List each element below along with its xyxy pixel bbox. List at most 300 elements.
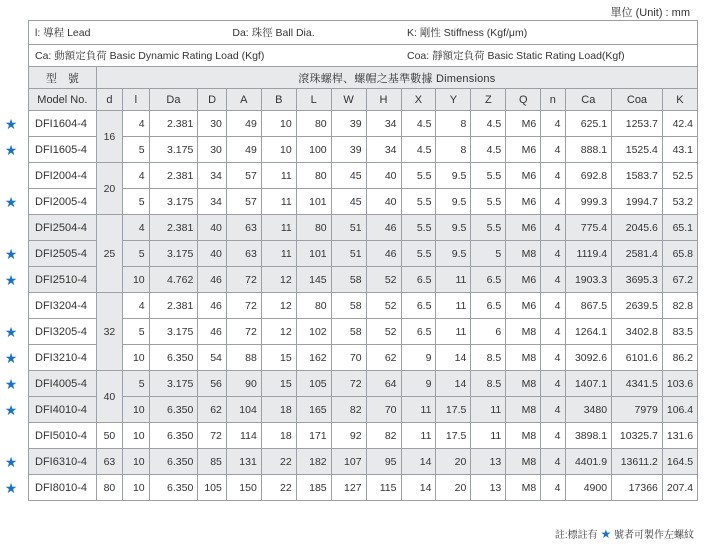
cell-h: 40 [366, 163, 401, 189]
star-icon: ★ [4, 323, 18, 340]
cell-w: 45 [331, 189, 366, 215]
cell-n: 4 [541, 345, 565, 371]
cell-n: 4 [541, 241, 565, 267]
cell-l: 105 [296, 371, 331, 397]
cell-b: 18 [261, 423, 296, 449]
model-number: DFI3204-4 [29, 293, 97, 319]
table-row [29, 163, 698, 189]
cell-k: 207.4 [662, 475, 697, 501]
cell-l: 4 [123, 111, 149, 137]
cell-z: 11 [471, 397, 506, 423]
star-icon: ★ [4, 245, 18, 262]
cell-coa: 4341.5 [612, 371, 663, 397]
cell-coa: 3402.8 [612, 319, 663, 345]
header-col-d: D [198, 89, 227, 111]
table-row [29, 189, 698, 215]
cell-ca: 4900 [565, 475, 612, 501]
table-row [29, 449, 698, 475]
cell-x: 5.5 [401, 163, 436, 189]
cell-w: 51 [331, 215, 366, 241]
cell-da: 3.175 [149, 189, 198, 215]
cell-b: 11 [261, 189, 296, 215]
model-number: DFI5010-4 [29, 423, 97, 449]
cell-da: 6.350 [149, 397, 198, 423]
cell-d: 46 [198, 319, 227, 345]
cell-da: 2.381 [149, 215, 198, 241]
cell-w: 39 [331, 111, 366, 137]
cell-q: M8 [506, 345, 541, 371]
cell-w: 51 [331, 241, 366, 267]
cell-b: 18 [261, 397, 296, 423]
footnote [555, 526, 694, 541]
cell-l: 4 [123, 215, 149, 241]
model-number: DFI3210-4 [29, 345, 97, 371]
cell-a: 57 [226, 189, 261, 215]
cell-n: 4 [541, 111, 565, 137]
cell-q: M8 [506, 423, 541, 449]
cell-y: 9.5 [436, 215, 471, 241]
cell-x: 6.5 [401, 267, 436, 293]
model-number: DFI6310-4 [29, 449, 97, 475]
cell-b: 12 [261, 319, 296, 345]
cell-a: 57 [226, 163, 261, 189]
cell-coa: 2639.5 [612, 293, 663, 319]
cell-h: 46 [366, 241, 401, 267]
header-col-k: K [662, 89, 697, 111]
cell-n: 4 [541, 163, 565, 189]
model-number: DFI1604-4 [29, 111, 97, 137]
cell-k: 42.4 [662, 111, 697, 137]
cell-h: 70 [366, 397, 401, 423]
cell-w: 58 [331, 267, 366, 293]
cell-y: 14 [436, 371, 471, 397]
cell-q: M8 [506, 319, 541, 345]
cell-z: 8.5 [471, 345, 506, 371]
cell-da: 3.175 [149, 371, 198, 397]
cell-b: 11 [261, 215, 296, 241]
cell-a: 150 [226, 475, 261, 501]
cell-coa: 17366 [612, 475, 663, 501]
cell-w: 107 [331, 449, 366, 475]
d-value: 32 [96, 293, 122, 371]
cell-n: 4 [541, 449, 565, 475]
cell-x: 9 [401, 345, 436, 371]
cell-h: 115 [366, 475, 401, 501]
cell-y: 9.5 [436, 189, 471, 215]
cell-l: 145 [296, 267, 331, 293]
cell-ca: 999.3 [565, 189, 612, 215]
star-icon: ★ [4, 193, 18, 210]
cell-l: 10 [123, 267, 149, 293]
cell-l: 5 [123, 137, 149, 163]
table-row [29, 319, 698, 345]
cell-l: 102 [296, 319, 331, 345]
cell-y: 9.5 [436, 241, 471, 267]
cell-l: 165 [296, 397, 331, 423]
legend-dynamic-load: Ca: 動額定負荷 Basic Dynamic Rating Load (Kgf) [29, 45, 402, 67]
cell-l: 5 [123, 371, 149, 397]
cell-coa: 1994.7 [612, 189, 663, 215]
cell-a: 88 [226, 345, 261, 371]
cell-coa: 2045.6 [612, 215, 663, 241]
cell-l: 10 [123, 475, 149, 501]
cell-q: M6 [506, 215, 541, 241]
star-icon: ★ [4, 271, 18, 288]
star-icon: ★ [4, 453, 18, 470]
cell-x: 5.5 [401, 241, 436, 267]
cell-w: 45 [331, 163, 366, 189]
model-number: DFI8010-4 [29, 475, 97, 501]
cell-x: 11 [401, 397, 436, 423]
legend-ball-dia: Da: 珠徑 Ball Dia. [226, 21, 401, 45]
cell-coa: 7979 [612, 397, 663, 423]
cell-a: 131 [226, 449, 261, 475]
cell-n: 4 [541, 397, 565, 423]
cell-n: 4 [541, 267, 565, 293]
header-col-l: l [123, 89, 149, 111]
cell-n: 4 [541, 189, 565, 215]
cell-l: 5 [123, 189, 149, 215]
cell-z: 13 [471, 449, 506, 475]
cell-z: 5 [471, 241, 506, 267]
cell-d: 54 [198, 345, 227, 371]
cell-w: 58 [331, 319, 366, 345]
cell-k: 53.2 [662, 189, 697, 215]
cell-da: 2.381 [149, 163, 198, 189]
cell-coa: 1583.7 [612, 163, 663, 189]
cell-y: 11 [436, 293, 471, 319]
cell-ca: 3480 [565, 397, 612, 423]
cell-z: 5.5 [471, 189, 506, 215]
cell-h: 46 [366, 215, 401, 241]
table-row [29, 215, 698, 241]
cell-y: 11 [436, 319, 471, 345]
cell-d: 105 [198, 475, 227, 501]
header-col-a: A [226, 89, 261, 111]
cell-d: 46 [198, 267, 227, 293]
d-value: 25 [96, 215, 122, 293]
header-col-q: Q [506, 89, 541, 111]
cell-k: 83.5 [662, 319, 697, 345]
cell-b: 12 [261, 267, 296, 293]
cell-l: 80 [296, 163, 331, 189]
cell-ca: 4401.9 [565, 449, 612, 475]
cell-y: 20 [436, 449, 471, 475]
cell-coa: 13611.2 [612, 449, 663, 475]
cell-z: 4.5 [471, 137, 506, 163]
cell-l: 101 [296, 189, 331, 215]
header-model-cn: 型 號 [29, 67, 97, 89]
cell-d: 56 [198, 371, 227, 397]
table-row [29, 267, 698, 293]
table-row [29, 137, 698, 163]
cell-l: 185 [296, 475, 331, 501]
cell-w: 58 [331, 293, 366, 319]
cell-k: 67.2 [662, 267, 697, 293]
table-row [29, 111, 698, 137]
header-dimensions: 滾珠螺桿、螺帽之基準數據 Dimensions [96, 67, 697, 89]
cell-k: 65.8 [662, 241, 697, 267]
table-row [29, 241, 698, 267]
cell-d: 34 [198, 163, 227, 189]
cell-k: 131.6 [662, 423, 697, 449]
cell-x: 6.5 [401, 293, 436, 319]
cell-q: M6 [506, 137, 541, 163]
cell-coa: 2581.4 [612, 241, 663, 267]
header-col-ca: Ca [565, 89, 612, 111]
cell-l: 101 [296, 241, 331, 267]
cell-q: M6 [506, 189, 541, 215]
star-icon: ★ [4, 349, 18, 366]
cell-n: 4 [541, 137, 565, 163]
cell-w: 127 [331, 475, 366, 501]
footnote-suffix: 號者可製作左螺紋 [614, 530, 694, 541]
cell-x: 6.5 [401, 319, 436, 345]
cell-d: 34 [198, 189, 227, 215]
cell-k: 82.8 [662, 293, 697, 319]
cell-w: 39 [331, 137, 366, 163]
cell-da: 6.350 [149, 423, 198, 449]
cell-coa: 10325.7 [612, 423, 663, 449]
cell-l: 80 [296, 293, 331, 319]
cell-y: 17.5 [436, 423, 471, 449]
cell-q: M6 [506, 111, 541, 137]
cell-x: 5.5 [401, 215, 436, 241]
cell-q: M8 [506, 371, 541, 397]
cell-x: 5.5 [401, 189, 436, 215]
star-icon: ★ [4, 401, 18, 418]
cell-l: 10 [123, 449, 149, 475]
cell-a: 90 [226, 371, 261, 397]
cell-ca: 888.1 [565, 137, 612, 163]
d-value: 63 [96, 449, 122, 475]
model-number: DFI3205-4 [29, 319, 97, 345]
cell-n: 4 [541, 475, 565, 501]
table-row [29, 345, 698, 371]
cell-x: 4.5 [401, 137, 436, 163]
star-icon: ★ [4, 141, 18, 158]
cell-l: 162 [296, 345, 331, 371]
cell-da: 6.350 [149, 345, 198, 371]
d-value: 20 [96, 163, 122, 215]
cell-h: 34 [366, 111, 401, 137]
cell-h: 64 [366, 371, 401, 397]
cell-da: 2.381 [149, 111, 198, 137]
table-row [29, 423, 698, 449]
header-col-coa: Coa [612, 89, 663, 111]
cell-a: 63 [226, 241, 261, 267]
cell-l: 5 [123, 319, 149, 345]
cell-y: 17.5 [436, 397, 471, 423]
header-col-x: X [401, 89, 436, 111]
cell-z: 6.5 [471, 293, 506, 319]
cell-w: 72 [331, 371, 366, 397]
d-value: 50 [96, 423, 122, 449]
cell-l: 80 [296, 111, 331, 137]
cell-y: 11 [436, 267, 471, 293]
model-number: DFI4010-4 [29, 397, 97, 423]
cell-ca: 3898.1 [565, 423, 612, 449]
model-number: DFI2510-4 [29, 267, 97, 293]
cell-da: 6.350 [149, 449, 198, 475]
cell-ca: 1903.3 [565, 267, 612, 293]
cell-k: 86.2 [662, 345, 697, 371]
cell-l: 10 [123, 345, 149, 371]
cell-k: 103.6 [662, 371, 697, 397]
cell-b: 22 [261, 449, 296, 475]
cell-l: 171 [296, 423, 331, 449]
header-model-en: Model No. [29, 89, 97, 111]
cell-ca: 867.5 [565, 293, 612, 319]
table-row [29, 397, 698, 423]
cell-n: 4 [541, 293, 565, 319]
cell-b: 10 [261, 137, 296, 163]
legend-static-load: Coa: 靜額定負荷 Basic Static Rating Load(Kgf) [401, 45, 698, 67]
cell-l: 4 [123, 163, 149, 189]
header-col-z: Z [471, 89, 506, 111]
cell-a: 72 [226, 267, 261, 293]
cell-da: 3.175 [149, 137, 198, 163]
cell-h: 62 [366, 345, 401, 371]
cell-b: 22 [261, 475, 296, 501]
cell-a: 63 [226, 215, 261, 241]
cell-z: 5.5 [471, 215, 506, 241]
header-col-h: H [366, 89, 401, 111]
cell-d: 30 [198, 111, 227, 137]
cell-ca: 1264.1 [565, 319, 612, 345]
cell-d: 30 [198, 137, 227, 163]
cell-k: 65.1 [662, 215, 697, 241]
cell-a: 114 [226, 423, 261, 449]
cell-y: 8 [436, 137, 471, 163]
cell-da: 3.175 [149, 241, 198, 267]
cell-z: 6 [471, 319, 506, 345]
cell-ca: 692.8 [565, 163, 612, 189]
cell-z: 5.5 [471, 163, 506, 189]
model-number: DFI4005-4 [29, 371, 97, 397]
cell-l: 10 [123, 423, 149, 449]
cell-q: M6 [506, 293, 541, 319]
cell-y: 9.5 [436, 163, 471, 189]
cell-b: 10 [261, 111, 296, 137]
cell-k: 52.5 [662, 163, 697, 189]
cell-l: 5 [123, 241, 149, 267]
cell-da: 2.381 [149, 293, 198, 319]
cell-n: 4 [541, 423, 565, 449]
cell-b: 12 [261, 293, 296, 319]
cell-n: 4 [541, 371, 565, 397]
cell-x: 11 [401, 423, 436, 449]
cell-y: 8 [436, 111, 471, 137]
cell-z: 8.5 [471, 371, 506, 397]
star-icon: ★ [4, 115, 18, 132]
cell-h: 52 [366, 267, 401, 293]
cell-a: 49 [226, 111, 261, 137]
cell-ca: 775.4 [565, 215, 612, 241]
cell-a: 104 [226, 397, 261, 423]
cell-b: 15 [261, 371, 296, 397]
header-col-da: Da [149, 89, 198, 111]
cell-b: 11 [261, 241, 296, 267]
unit-note: 單位 (Unit) : mm [610, 7, 690, 19]
cell-b: 11 [261, 163, 296, 189]
star-icon: ★ [4, 375, 18, 392]
cell-da: 3.175 [149, 319, 198, 345]
model-number: DFI2504-4 [29, 215, 97, 241]
cell-k: 43.1 [662, 137, 697, 163]
cell-y: 14 [436, 345, 471, 371]
cell-q: M6 [506, 267, 541, 293]
cell-coa: 6101.6 [612, 345, 663, 371]
cell-l: 10 [123, 397, 149, 423]
cell-d: 40 [198, 215, 227, 241]
d-value: 80 [96, 475, 122, 501]
legend-stiffness: K: 剛性 Stiffness (Kgf/μm) [401, 21, 698, 45]
header-col-n: n [541, 89, 565, 111]
cell-y: 20 [436, 475, 471, 501]
cell-q: M6 [506, 163, 541, 189]
cell-z: 6.5 [471, 267, 506, 293]
cell-coa: 3695.3 [612, 267, 663, 293]
footnote-prefix: 註:標註有 [554, 530, 598, 541]
cell-ca: 625.1 [565, 111, 612, 137]
model-number: DFI2505-4 [29, 241, 97, 267]
d-value: 16 [96, 111, 122, 163]
spec-table [28, 20, 698, 501]
cell-x: 14 [401, 449, 436, 475]
cell-z: 13 [471, 475, 506, 501]
cell-d: 62 [198, 397, 227, 423]
cell-b: 15 [261, 345, 296, 371]
cell-x: 4.5 [401, 111, 436, 137]
cell-coa: 1525.4 [612, 137, 663, 163]
cell-n: 4 [541, 319, 565, 345]
model-number: DFI2005-4 [29, 189, 97, 215]
cell-h: 34 [366, 137, 401, 163]
cell-d: 40 [198, 241, 227, 267]
cell-w: 82 [331, 397, 366, 423]
cell-ca: 1407.1 [565, 371, 612, 397]
table-row [29, 371, 698, 397]
cell-x: 14 [401, 475, 436, 501]
cell-d: 85 [198, 449, 227, 475]
cell-a: 49 [226, 137, 261, 163]
cell-ca: 3092.6 [565, 345, 612, 371]
table-row [29, 293, 698, 319]
header-col-w: W [331, 89, 366, 111]
cell-k: 164.5 [662, 449, 697, 475]
header-col-l: L [296, 89, 331, 111]
cell-h: 52 [366, 293, 401, 319]
cell-l: 4 [123, 293, 149, 319]
cell-h: 52 [366, 319, 401, 345]
cell-h: 95 [366, 449, 401, 475]
cell-l: 80 [296, 215, 331, 241]
header-col-d: d [96, 89, 122, 111]
cell-q: M8 [506, 475, 541, 501]
legend-lead: l: 導程 Lead [29, 21, 227, 45]
cell-w: 70 [331, 345, 366, 371]
cell-q: M8 [506, 241, 541, 267]
cell-w: 92 [331, 423, 366, 449]
header-col-b: B [261, 89, 296, 111]
cell-a: 72 [226, 293, 261, 319]
cell-k: 106.4 [662, 397, 697, 423]
cell-da: 6.350 [149, 475, 198, 501]
cell-l: 100 [296, 137, 331, 163]
cell-z: 11 [471, 423, 506, 449]
model-number: DFI1605-4 [29, 137, 97, 163]
